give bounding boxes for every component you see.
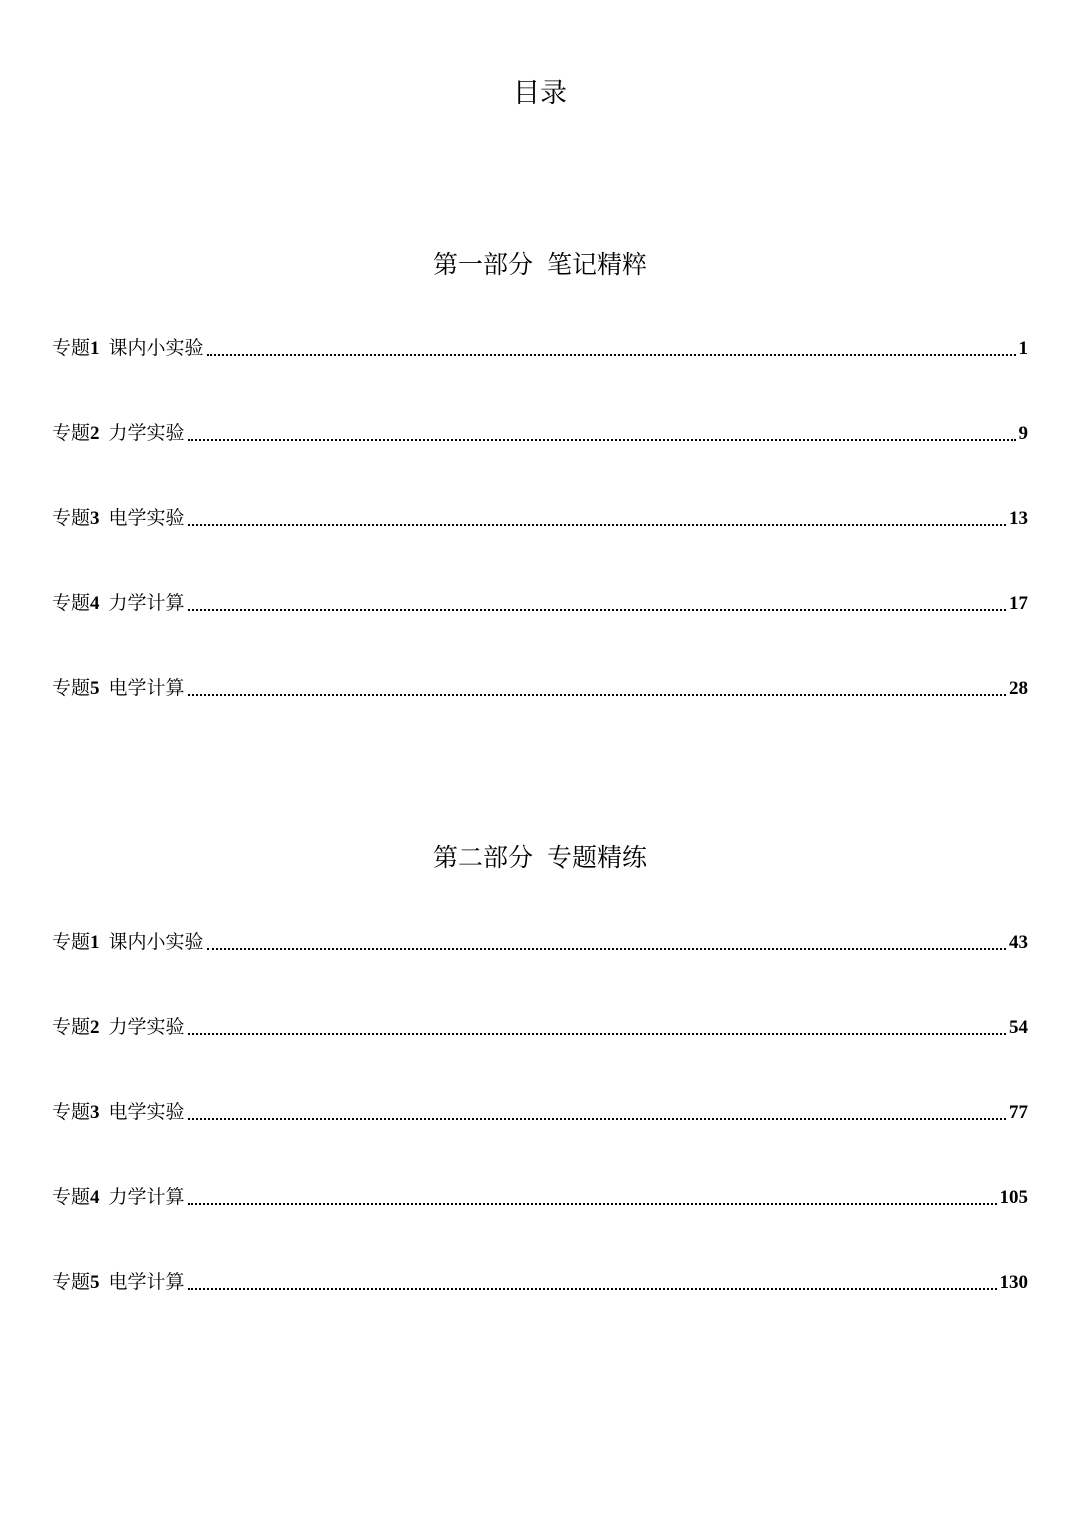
dot-leader <box>188 609 1006 611</box>
dot-leader <box>188 1118 1006 1120</box>
toc-entry-label <box>52 673 185 704</box>
topic-number: 1 <box>90 932 100 953</box>
toc-entry-part2-topic5[interactable] <box>52 1268 1028 1298</box>
toc-entry-part1-topic5[interactable] <box>52 674 1028 704</box>
page-title: 目录 <box>513 78 567 109</box>
page-number: 77 <box>1009 1102 1028 1123</box>
toc-entry-label <box>52 418 185 449</box>
page-number: 105 <box>999 1187 1028 1208</box>
page-number: 13 <box>1009 508 1028 529</box>
page-number: 1 <box>1018 338 1028 359</box>
dot-leader <box>207 354 1016 356</box>
topic-prefix: 专题 <box>52 507 91 529</box>
topic-number: 2 <box>90 423 100 444</box>
page-number: 28 <box>1009 678 1028 699</box>
dot-leader <box>188 524 1006 526</box>
topic-name: 力学计算 <box>108 592 185 614</box>
topic-prefix: 专题 <box>52 592 91 614</box>
toc-entry-label <box>52 503 185 534</box>
topic-number: 3 <box>90 1102 100 1123</box>
toc-entry-label <box>52 1012 185 1043</box>
toc-entry-label <box>52 333 204 364</box>
topic-name: 课内小实验 <box>108 337 204 359</box>
topic-prefix: 专题 <box>52 422 91 444</box>
topic-prefix: 专题 <box>52 1186 91 1208</box>
page-number: 54 <box>1009 1017 1028 1038</box>
topic-number: 4 <box>90 1187 100 1208</box>
topic-name: 电学实验 <box>108 1101 185 1123</box>
topic-prefix: 专题 <box>52 931 91 953</box>
part-1-heading-number: 第一部分 <box>432 250 533 279</box>
page-number: 130 <box>999 1272 1028 1293</box>
toc-entry-part1-topic3[interactable] <box>52 504 1028 534</box>
topic-number: 2 <box>90 1017 100 1038</box>
topic-number: 5 <box>90 678 100 699</box>
dot-leader <box>188 439 1016 441</box>
topic-name: 力学实验 <box>108 1016 185 1038</box>
part-2-heading-name: 专题精练 <box>547 843 648 872</box>
topic-number: 3 <box>90 508 100 529</box>
toc-entry-label <box>52 1182 185 1213</box>
topic-name: 电学计算 <box>108 677 185 699</box>
part-1-heading-name: 笔记精粹 <box>547 250 648 279</box>
topic-name: 课内小实验 <box>108 931 204 953</box>
part-2-heading-number: 第二部分 <box>432 843 533 872</box>
topic-prefix: 专题 <box>52 677 91 699</box>
part-2-heading <box>0 840 1080 876</box>
dot-leader <box>188 1288 997 1290</box>
dot-leader <box>188 1033 1006 1035</box>
page-number: 17 <box>1009 593 1028 614</box>
dot-leader <box>207 948 1006 950</box>
page-number: 43 <box>1009 932 1028 953</box>
topic-prefix: 专题 <box>52 1101 91 1123</box>
topic-name: 电学计算 <box>108 1271 185 1293</box>
topic-name: 力学计算 <box>108 1186 185 1208</box>
toc-entry-label <box>52 1267 185 1298</box>
topic-name: 电学实验 <box>108 507 185 529</box>
toc-entry-part2-topic3[interactable] <box>52 1098 1028 1128</box>
toc-entry-part1-topic4[interactable] <box>52 589 1028 619</box>
toc-entry-part2-topic2[interactable] <box>52 1013 1028 1043</box>
topic-prefix: 专题 <box>52 1271 91 1293</box>
topic-prefix: 专题 <box>52 337 91 359</box>
toc-entry-label <box>52 1097 185 1128</box>
topic-number: 5 <box>90 1272 100 1293</box>
page-number: 9 <box>1018 423 1028 444</box>
toc-entry-label <box>52 588 185 619</box>
topic-prefix: 专题 <box>52 1016 91 1038</box>
dot-leader <box>188 1203 997 1205</box>
part-1-heading <box>0 247 1080 283</box>
toc-entry-part2-topic1[interactable] <box>52 928 1028 958</box>
topic-number: 1 <box>90 338 100 359</box>
toc-entry-part1-topic1[interactable] <box>52 334 1028 364</box>
topic-name: 力学实验 <box>108 422 185 444</box>
dot-leader <box>188 694 1006 696</box>
topic-number: 4 <box>90 593 100 614</box>
toc-entry-part1-topic2[interactable] <box>52 419 1028 449</box>
toc-entry-label <box>52 927 204 958</box>
toc-entry-part2-topic4[interactable] <box>52 1183 1028 1213</box>
